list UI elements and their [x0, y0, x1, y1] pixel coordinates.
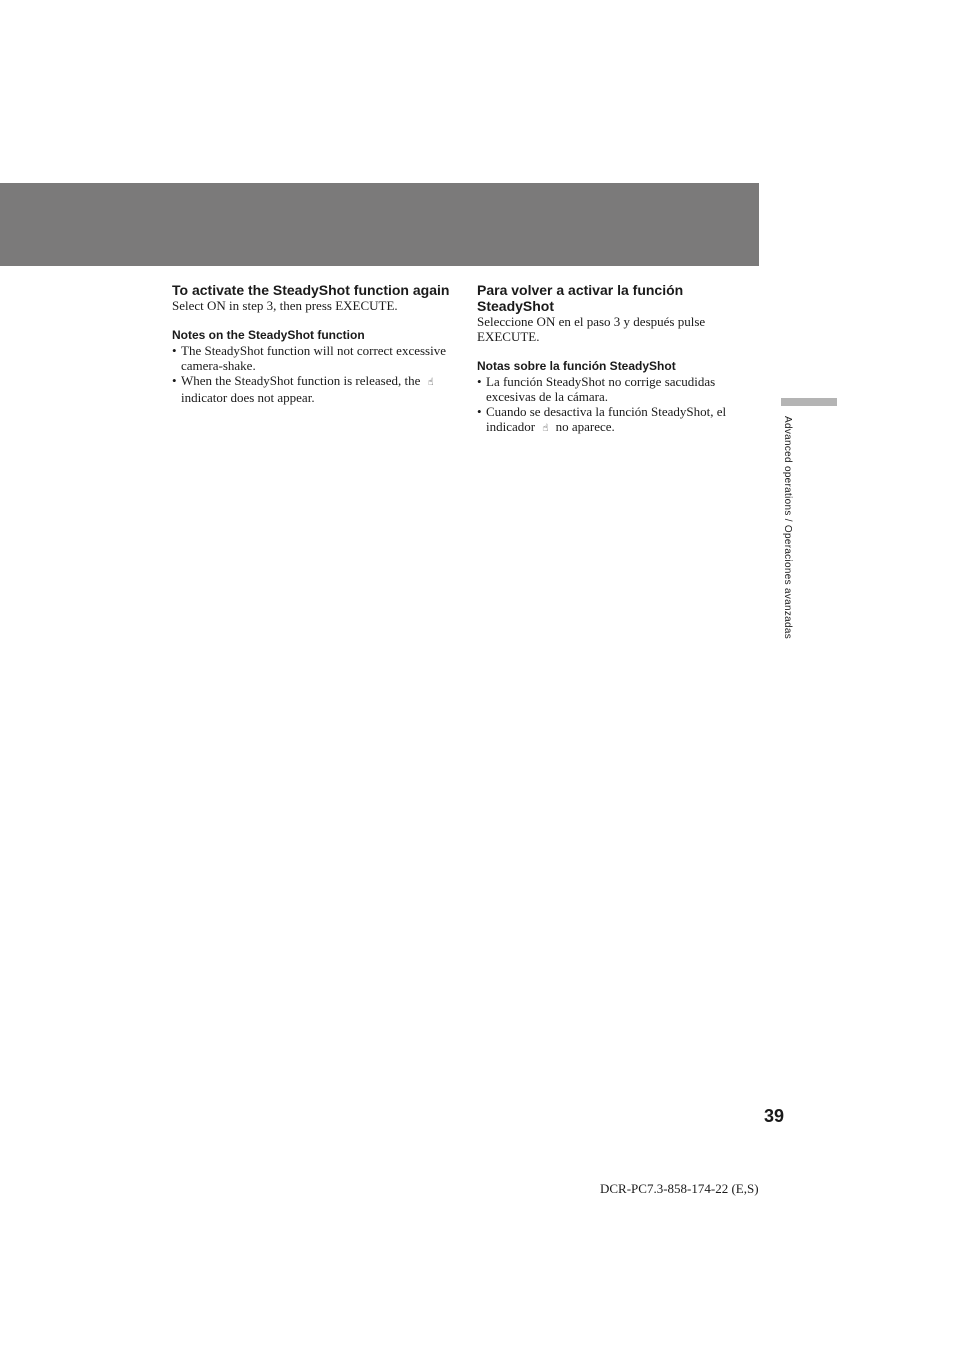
english-notes-heading: Notes on the SteadyShot function	[172, 328, 365, 342]
spanish-notes-list	[477, 374, 762, 436]
spanish-column	[477, 282, 762, 436]
english-body: Select ON in step 3, then press EXECUTE.	[172, 298, 398, 313]
list-item	[477, 404, 762, 436]
bullet: •	[477, 374, 482, 389]
note-text: Cuando se desactiva la función SteadyShot, el indicador	[486, 404, 727, 434]
english-column	[172, 282, 457, 405]
english-heading: To activate the SteadyShot function again	[172, 282, 450, 298]
section-side-label: Advanced operations / Operaciones avanzadas	[782, 416, 793, 640]
spanish-notes-heading: Notas sobre la función SteadyShot	[477, 359, 676, 373]
note-text: indicator does not appear.	[181, 390, 315, 405]
bullet: •	[477, 404, 482, 419]
list-item	[172, 343, 457, 373]
list-item	[172, 373, 457, 405]
section-tab-marker	[781, 398, 837, 406]
spanish-body: Seleccione ON en el paso 3 y después pulse EXECUTE.	[477, 314, 706, 344]
steadyshot-hand-icon: ☝	[542, 423, 549, 434]
note-text: When the SteadyShot function is released, the	[181, 373, 421, 388]
list-item	[477, 374, 762, 404]
document-code: DCR-PC7.3-858-174-22 (E,S)	[600, 1181, 759, 1196]
steadyshot-hand-icon: ☝	[427, 377, 434, 388]
bullet: •	[172, 373, 177, 388]
note-text: The SteadyShot function will not correct excessive camera-shake.	[181, 343, 446, 373]
bullet: •	[172, 343, 177, 358]
note-text: La función SteadyShot no corrige sacudidas excesivas de la cámara.	[486, 374, 716, 404]
page-number: 39	[764, 1106, 785, 1126]
header-band	[0, 183, 759, 266]
english-notes-list	[172, 343, 457, 405]
spanish-heading: Para volver a activar la función SteadyShot	[477, 282, 684, 314]
note-text: no aparece.	[555, 419, 615, 434]
